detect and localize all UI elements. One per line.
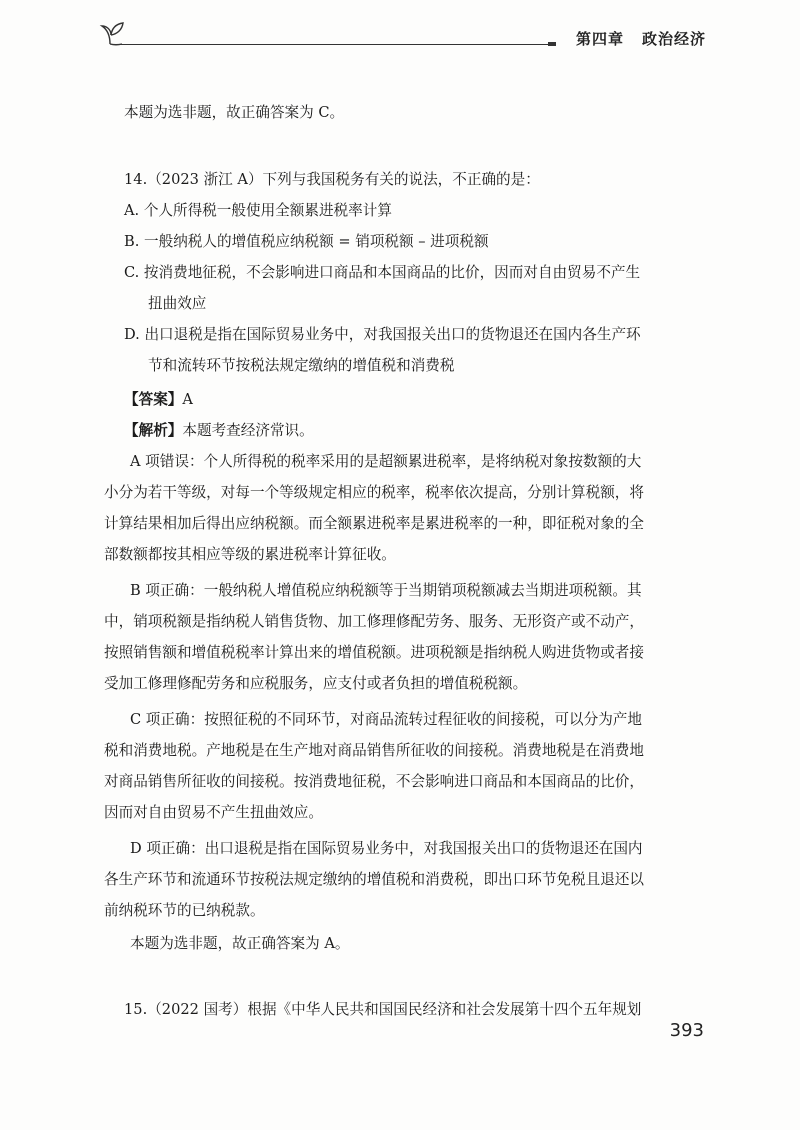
analysis-label: 【解析】 (124, 422, 183, 439)
para-c-line: 对商品销售所征收的间接税。按消费地征税，不会影响进口商品和本国商品的比价， (104, 773, 644, 790)
para-c-line: 税和消费地税。产地税是在生产地对商品销售所征收的间接税。消费地税是在消费地 (104, 742, 644, 759)
question-15-stem: 15.（2022 国考）根据《中华人民共和国国民经济和社会发展第十四个五年规划 (124, 1001, 642, 1018)
chapter-section: 政治经济 (641, 30, 706, 48)
option-d-line-1: D. 出口退税是指在国际贸易业务中，对我国报关出口的货物退还在国内各生产环 (124, 326, 641, 343)
option-c-line-2: 扭曲效应 (148, 295, 207, 312)
previous-conclusion: 本题为选非题，故正确答案为 C。 (124, 104, 345, 121)
analysis-intro: 本题考查经济常识。 (182, 422, 314, 439)
question-14-conclusion: 本题为选非题，故正确答案为 A。 (130, 935, 350, 952)
answer-line (124, 390, 193, 410)
para-c-line: 因而对自由贸易不产生扭曲效应。 (104, 804, 323, 821)
para-d-line: 各生产环节和流通环节按税法规定缴纳的增值税和消费税，即出口环节免税且退还以 (104, 871, 644, 888)
option-b: B. 一般纳税人的增值税应纳税额 = 销项税额 – 进项税额 (124, 233, 489, 250)
para-b-line: 按照销售额和增值税税率计算出来的增值税额。进项税额是指纳税人购进货物或者接 (104, 644, 644, 661)
running-header (96, 18, 706, 52)
para-d-line: 前纳税环节的已纳税款。 (104, 902, 265, 919)
page-number: 393 (669, 1020, 704, 1041)
analysis-line (124, 421, 314, 441)
para-a-line: 计算结果相加后得出应纳税额。而全额累进税率是累进税率的一种，即征税对象的全 (104, 515, 644, 532)
para-b-line: 中，销项税额是指纳税人销售货物、加工修理修配劳务、服务、无形资产或不动产， (104, 613, 644, 630)
option-a: A. 个人所得税一般使用全额累进税率计算 (124, 202, 392, 219)
header-rule (116, 44, 548, 45)
answer-value: A (182, 391, 193, 408)
para-a-line: 部数额都按其相应等级的累进税率计算征收。 (104, 546, 396, 563)
chapter-title (576, 28, 706, 49)
para-b-line: B 项正确：一般纳税人增值税应纳税额等于当期销项税额减去当期进项税额。其 (130, 582, 642, 599)
para-a-line: A 项错误：个人所得税的税率采用的是超额累进税率，是将纳税对象按数额的大 (130, 453, 642, 470)
para-d-line: D 项正确：出口退税是指在国际贸易业务中，对我国报关出口的货物退还在国内 (130, 840, 643, 857)
chapter-number: 第四章 (575, 30, 624, 48)
option-c-line-1: C. 按消费地征税，不会影响进口商品和本国商品的比价，因而对自由贸易不产生 (124, 264, 641, 281)
para-c-line: C 项正确：按照征税的不同环节，对商品流转过程征收的间接税，可以分为产地 (130, 711, 642, 728)
para-a-line: 小分为若干等级，对每一个等级规定相应的税率，税率依次提高，分别计算税额，将 (104, 484, 644, 501)
question-14-stem: 14.（2023 浙江 A）下列与我国税务有关的说法，不正确的是： (124, 171, 540, 188)
para-b-line: 受加工修理修配劳务和应税服务，应支付或者负担的增值税税额。 (104, 675, 528, 692)
answer-label: 【答案】 (124, 391, 183, 408)
option-d-line-2: 节和流转环节按税法规定缴纳的增值税和消费税 (148, 357, 455, 374)
header-rule-end (548, 42, 556, 46)
